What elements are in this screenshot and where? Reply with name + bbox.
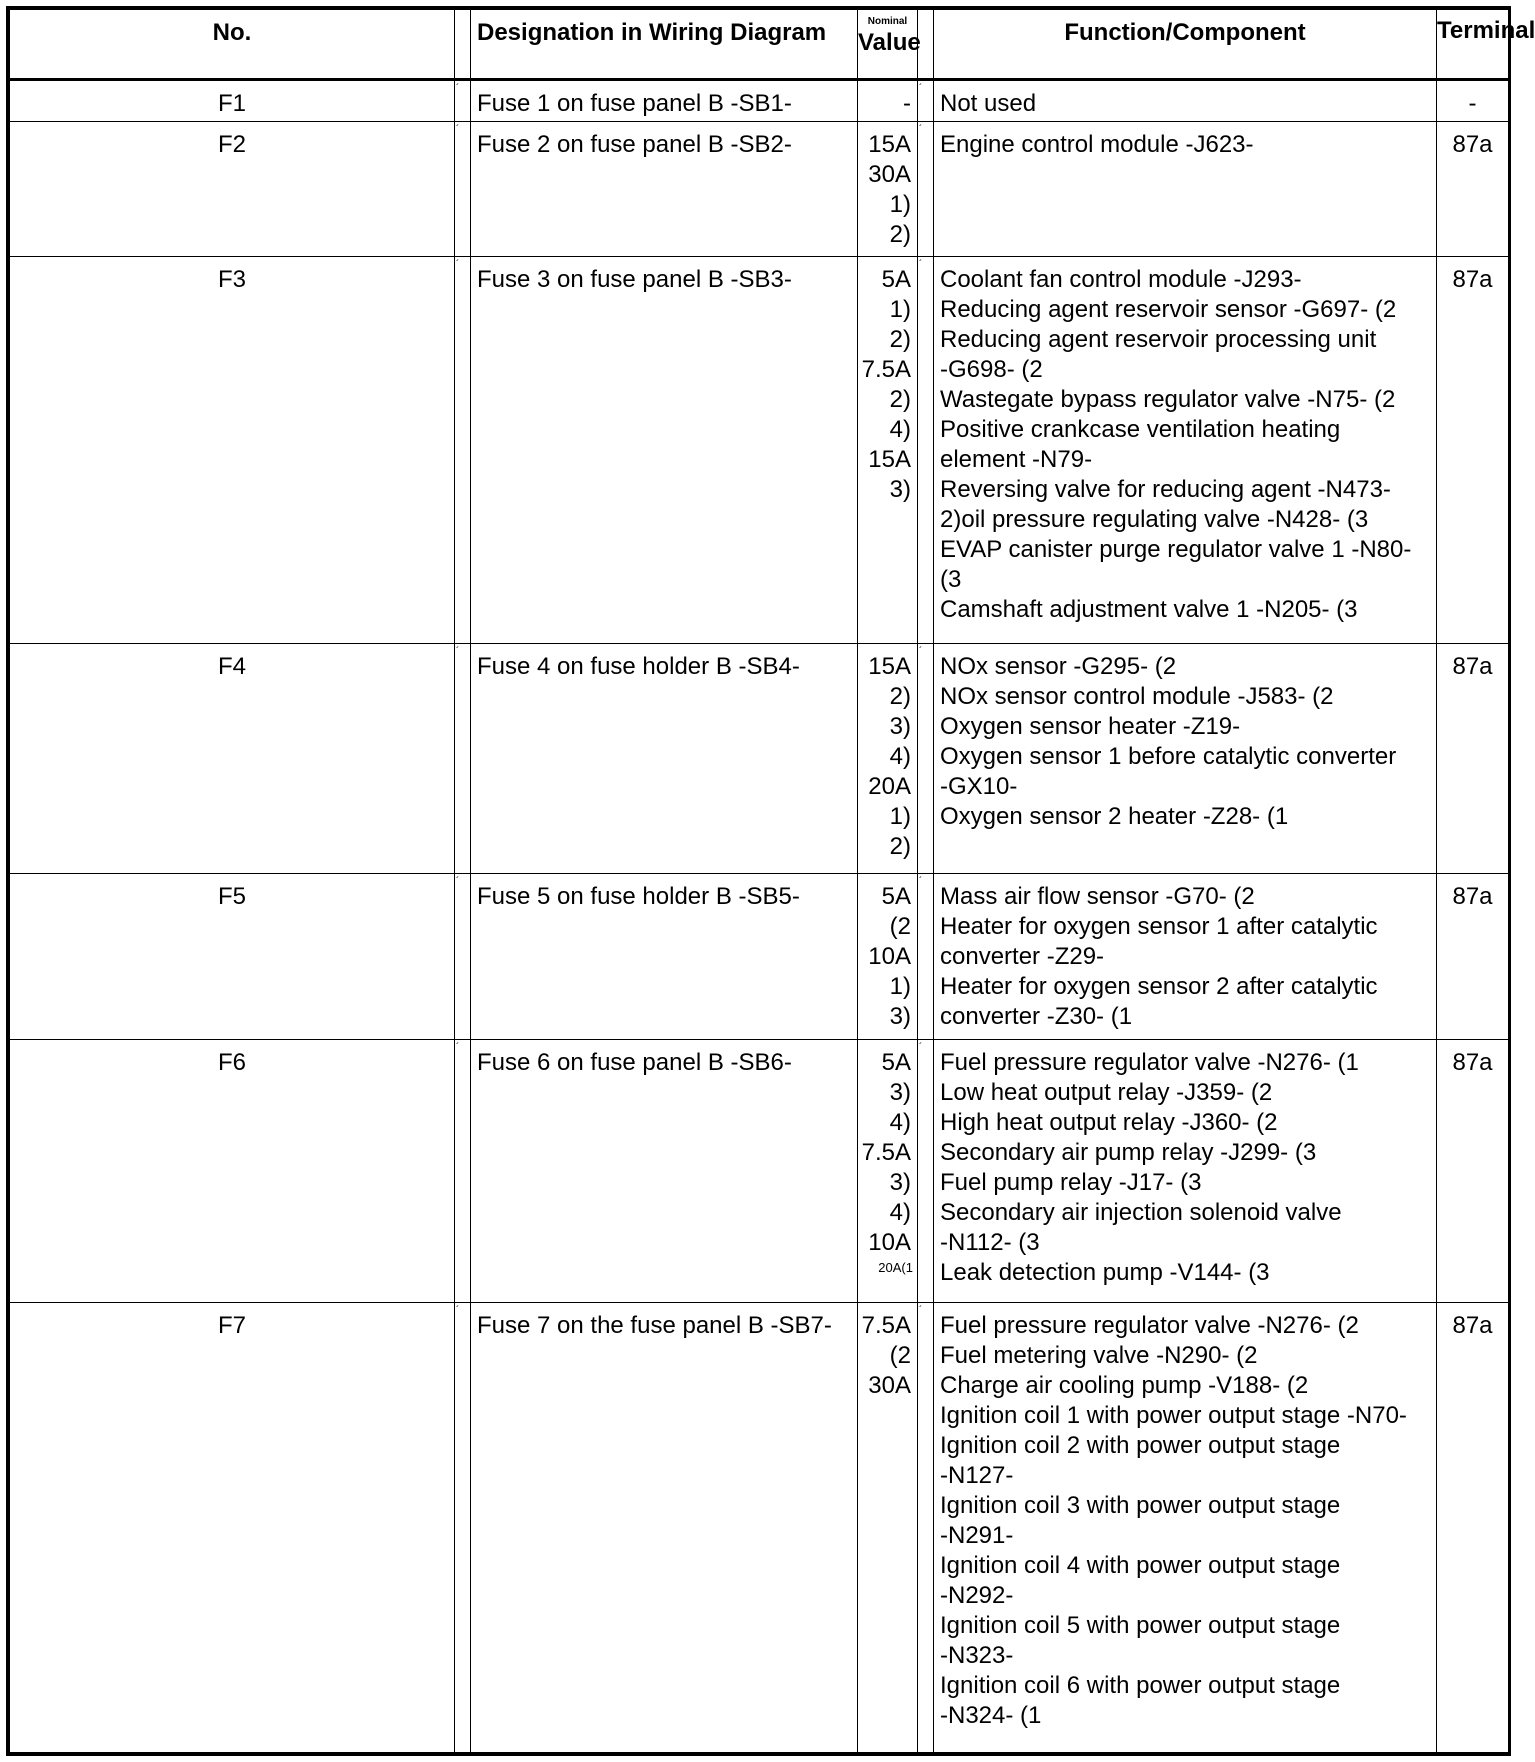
function-line: Not used [940,90,1037,118]
function-line: -N323- [940,1642,1014,1670]
function-line: Oxygen sensor heater -Z19- [940,713,1241,741]
gap-mark: ´ [919,259,923,271]
header-nominal-value [858,10,921,80]
function-line: -N324- (1 [940,1702,1042,1730]
table-row [10,1303,1509,1753]
function-line: Ignition coil 5 with power output stage [940,1612,1341,1640]
wiring-designation: Fuse 1 on fuse panel B -SB1- [471,80,858,122]
function-line: Engine control module -J623- [940,131,1254,159]
function-line: Secondary air pump relay -J299- (3 [940,1139,1317,1167]
function-line: NOx sensor -G295- (2 [940,653,1177,681]
function-line: Fuel metering valve -N290- (2 [940,1342,1258,1370]
fuse-number: F3 [10,257,455,644]
nominal-value-line: (2 [889,912,911,940]
column-gap [455,257,471,644]
nominal-value-line: 20A [868,773,911,801]
nominal-value-line: 30A [868,1372,911,1400]
wiring-designation: Fuse 6 on fuse panel B -SB6- [471,1040,858,1303]
column-gap [918,1303,934,1753]
terminal: 87a [1437,122,1509,257]
gap-mark: ´ [456,124,460,136]
fuse-number: F2 [10,122,455,257]
nominal-value-line: 3) [889,1002,911,1030]
function-component [934,1040,1437,1303]
nominal-value-line: 2) [889,386,911,414]
nominal-value-line: 15A [868,653,911,681]
function-line: -N112- (3 [940,1229,1040,1257]
nominal-value-line: 7.5A [861,356,911,384]
function-component [934,80,1437,122]
nominal-value-line: 5A [881,882,911,910]
function-component [934,873,1437,1040]
header-value: Value [858,29,921,56]
function-line: Ignition coil 1 with power output stage -N70- [940,1402,1407,1430]
nominal-value-line: 2) [889,833,911,861]
column-gap [455,1303,471,1753]
fuse-number: F7 [10,1303,455,1753]
function-line: -G698- (2 [940,356,1043,384]
function-line: 2)oil pressure regulating valve -N428- (3 [940,506,1369,534]
table-row [10,873,1509,1040]
function-component [934,257,1437,644]
table-body [10,80,1509,1753]
function-line: Fuel pressure regulator valve -N276- (2 [940,1312,1359,1340]
function-line: Oxygen sensor 2 heater -Z28- (1 [940,803,1289,831]
fuse-table [9,9,1535,1753]
table-row [10,644,1509,874]
function-line: Ignition coil 2 with power output stage [940,1432,1341,1460]
function-line: Oxygen sensor 1 before catalytic converter [940,743,1397,771]
gap-mark: ´ [456,259,460,271]
column-gap [455,644,471,874]
fuse-number: F1 [10,80,455,122]
nominal-value-line: 2) [889,683,911,711]
gap-mark: ´ [919,124,923,136]
function-line: converter -Z29- [940,942,1105,970]
function-line: EVAP canister purge regulator valve 1 -N80- [940,536,1412,564]
gap-mark: ´ [919,83,923,95]
function-component [934,644,1437,874]
function-line: Mass air flow sensor -G70- (2 [940,882,1255,910]
nominal-value-line: 30A [868,161,911,189]
column-gap [918,644,934,874]
fuse-number: F6 [10,1040,455,1303]
column-gap [918,122,934,257]
function-line: Ignition coil 6 with power output stage [940,1672,1341,1700]
nominal-value [858,1303,918,1753]
nominal-value-footnote: 20A(1 [878,1260,913,1276]
nominal-value [858,1040,918,1303]
nominal-value-line: 4) [889,1199,911,1227]
function-line: NOx sensor control module -J583- (2 [940,683,1334,711]
header-terminal: Terminal [1437,10,1509,80]
wiring-designation: Fuse 4 on fuse holder B -SB4- [471,644,858,874]
column-gap [455,10,471,80]
nominal-value-line: 4) [889,743,911,771]
function-component [934,122,1437,257]
nominal-value-line: 4) [889,416,911,444]
nominal-value-line: 7.5A [861,1139,911,1167]
table-row [10,122,1509,257]
nominal-value-line: 5A [881,266,911,294]
function-component [934,1303,1437,1753]
terminal: 87a [1437,1303,1509,1753]
function-line: -N291- [940,1522,1014,1550]
function-line: Coolant fan control module -J293- [940,266,1302,294]
column-gap [918,873,934,1040]
table-row [10,1040,1509,1303]
column-gap [455,873,471,1040]
terminal: 87a [1437,257,1509,644]
terminal: - [1437,80,1509,122]
nominal-value-line: 1) [889,191,911,219]
fuse-number: F5 [10,873,455,1040]
nominal-value-line: 3) [889,476,911,504]
nominal-value-line: 2) [889,326,911,354]
function-line: converter -Z30- (1 [940,1002,1133,1030]
nominal-value-line: 4) [889,1109,911,1137]
nominal-value-line: 10A [868,1229,911,1257]
gap-mark: ´ [919,646,923,658]
function-line: -N127- [940,1462,1014,1490]
column-gap [918,257,934,644]
column-gap [918,1040,934,1303]
terminal: 87a [1437,1040,1509,1303]
header-no: No. [10,10,455,80]
function-line: Ignition coil 3 with power output stage [940,1492,1341,1520]
fuse-assignment-document [6,6,1535,1756]
function-line: (3 [940,566,962,594]
header-nominal: Nominal [867,16,908,27]
gap-mark: ´ [919,875,923,887]
nominal-value-line: 3) [889,713,911,741]
nominal-value [858,257,918,644]
function-line: Fuel pump relay -J17- (3 [940,1169,1202,1197]
nominal-value-line: 15A [868,446,911,474]
column-gap [918,10,934,80]
header-designation: Designation in Wiring Diagram [471,10,858,80]
header-function: Function/Component [934,10,1437,80]
wiring-designation: Fuse 2 on fuse panel B -SB2- [471,122,858,257]
nominal-value-line: 5A [881,1049,911,1077]
nominal-value [858,122,918,257]
gap-mark: ´ [456,875,460,887]
gap-mark: ´ [456,83,460,95]
wiring-designation: Fuse 5 on fuse holder B -SB5- [471,873,858,1040]
function-line: Reversing valve for reducing agent -N473- [940,476,1391,504]
fuse-number: F4 [10,644,455,874]
wiring-designation: Fuse 3 on fuse panel B -SB3- [471,257,858,644]
column-gap [455,80,471,122]
nominal-value-line: 1) [889,296,911,324]
function-line: Reducing agent reservoir sensor -G697- (2 [940,296,1397,324]
nominal-value [858,80,918,122]
column-gap [455,1040,471,1303]
nominal-value-line: 1) [889,803,911,831]
function-line: -N292- [940,1582,1014,1610]
function-line: Fuel pressure regulator valve -N276- (1 [940,1049,1359,1077]
nominal-value-line: 15A [868,131,911,159]
table-row [10,257,1509,644]
table-row [10,80,1509,122]
column-gap [455,122,471,257]
function-line: Positive crankcase ventilation heating [940,416,1341,444]
function-line: Heater for oxygen sensor 1 after catalytic [940,912,1378,940]
nominal-value-line: - [903,90,911,118]
gap-mark: ´ [456,1305,460,1317]
function-line: Camshaft adjustment valve 1 -N205- (3 [940,596,1358,624]
function-line: High heat output relay -J360- (2 [940,1109,1278,1137]
function-line: Reducing agent reservoir processing unit [940,326,1377,354]
nominal-value-line: 2) [889,221,911,249]
function-line: Secondary air injection solenoid valve [940,1199,1342,1227]
terminal: 87a [1437,873,1509,1040]
gap-mark: ´ [919,1042,923,1054]
nominal-value-line: 7.5A [861,1312,911,1340]
terminal: 87a [1437,644,1509,874]
function-line: Leak detection pump -V144- (3 [940,1259,1270,1287]
function-line: Low heat output relay -J359- (2 [940,1079,1273,1107]
wiring-designation: Fuse 7 on the fuse panel B -SB7- [471,1303,858,1753]
gap-mark: ´ [456,646,460,658]
table-header-row [10,10,1509,80]
gap-mark: ´ [456,1042,460,1054]
column-gap [918,80,934,122]
nominal-value [858,873,918,1040]
function-line: -GX10- [940,773,1018,801]
gap-mark: ´ [919,1305,923,1317]
nominal-value-line: 10A [868,942,911,970]
function-line: Charge air cooling pump -V188- (2 [940,1372,1309,1400]
function-line: Ignition coil 4 with power output stage [940,1552,1341,1580]
nominal-value-line: 3) [889,1079,911,1107]
nominal-value-line: 3) [889,1169,911,1197]
function-line: element -N79- [940,446,1093,474]
function-line: Wastegate bypass regulator valve -N75- (2 [940,386,1396,414]
nominal-value [858,644,918,874]
function-line: Heater for oxygen sensor 2 after catalytic [940,972,1378,1000]
nominal-value-line: 1) [889,972,911,1000]
nominal-value-line: (2 [889,1342,911,1370]
